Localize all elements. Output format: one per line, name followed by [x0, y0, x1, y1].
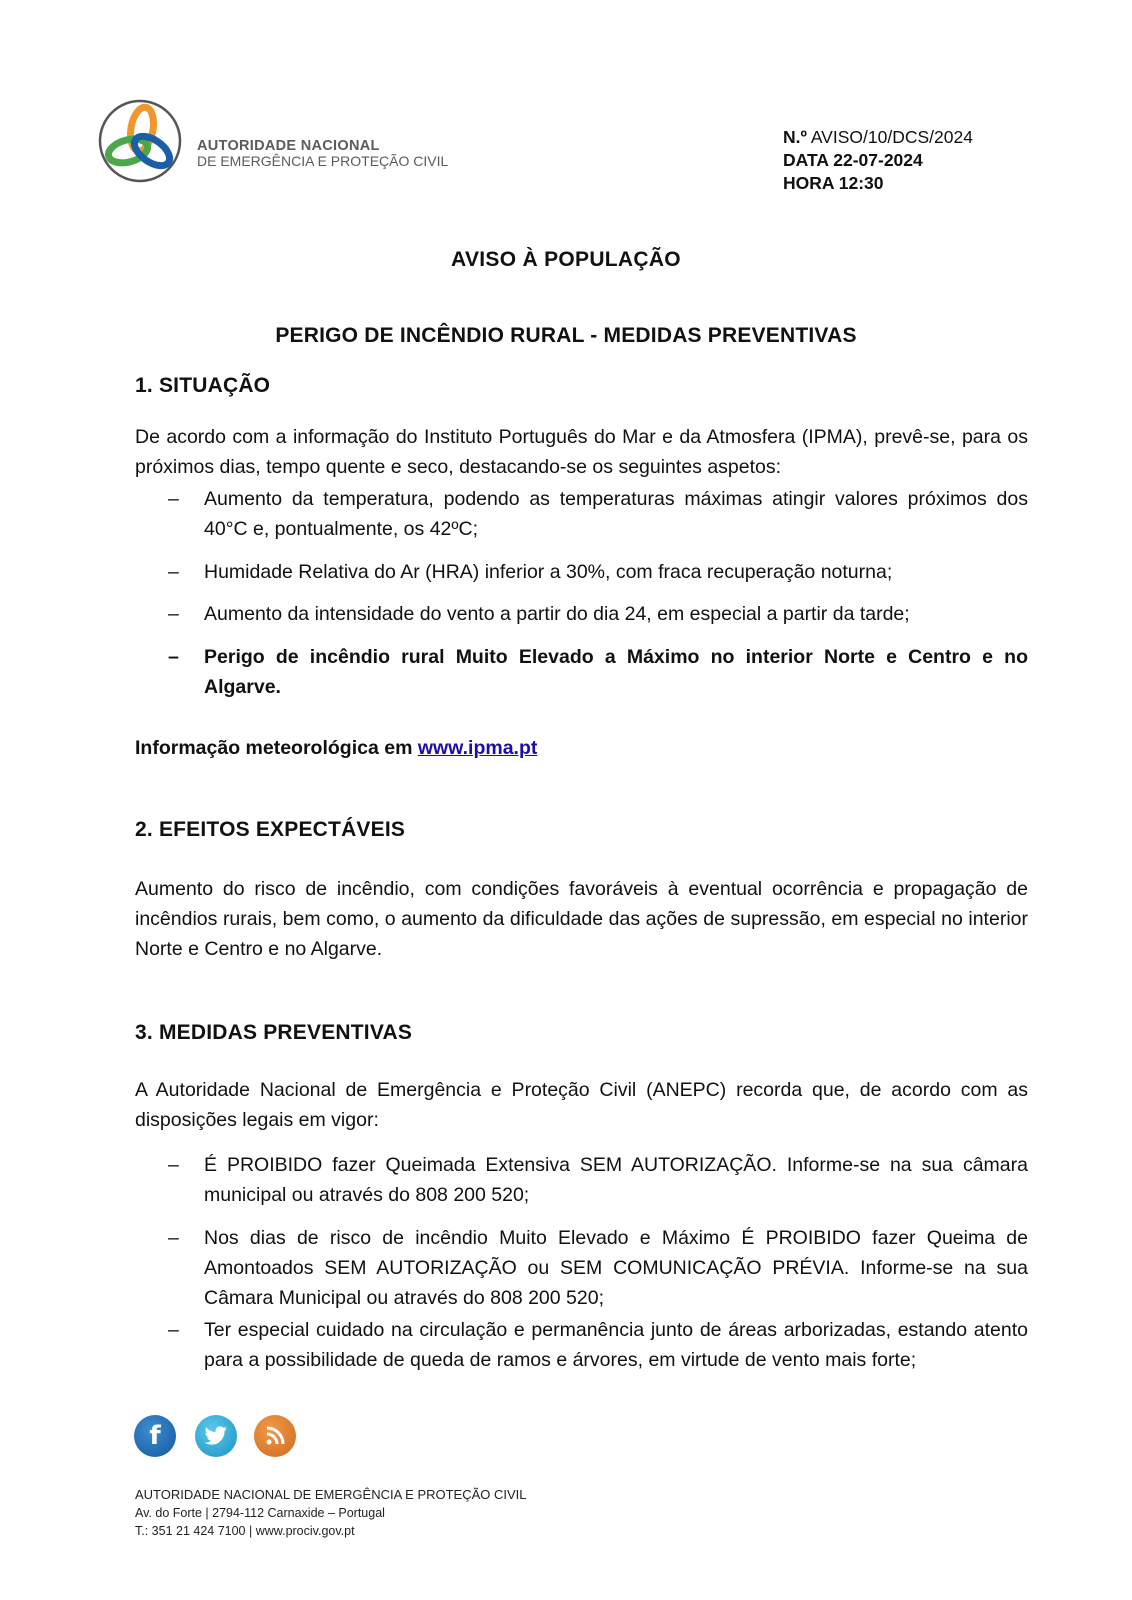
list-item-highlight: – Perigo de incêndio rural Muito Elevado a Máximo no interior Norte e Centro e no Algarve. [168, 646, 1028, 698]
notice-reference [783, 126, 973, 195]
footer-org: AUTORIDADE NACIONAL DE EMERGÊNCIA E PROTEÇÃO CIVIL [135, 1487, 527, 1502]
org-name-line2: DE EMERGÊNCIA E PROTEÇÃO CIVIL [197, 153, 449, 169]
list-item: – Aumento da intensidade do vento a partir do dia 24, em especial a partir da tarde; [168, 603, 910, 625]
rss-icon[interactable] [254, 1415, 296, 1457]
list-item: – É PROIBIDO fazer Queimada Extensiva SEM AUTORIZAÇÃO. Informe-se na sua câmara municipal ou através do 808 200 520; [168, 1154, 1028, 1206]
facebook-icon[interactable]: f [134, 1415, 176, 1457]
weather-info-line: Informação meteorológica em www.ipma.pt [135, 737, 538, 759]
footer-address: Av. do Forte | 2794-112 Carnaxide – Portugal [135, 1506, 385, 1520]
org-name [197, 139, 448, 169]
section-heading-situacao: 1. SITUAÇÃO [135, 374, 271, 397]
section-efeitos-body: Aumento do risco de incêndio, com condições favoráveis à eventual ocorrência e propagação de incêndios rurais, bem como, o aumento da dificuldade das ações de supressão, em especial no interior Norte e Centro e no Algarve. [135, 878, 1028, 960]
list-item: – Ter especial cuidado na circulação e permanência junto de áreas arborizadas, estando atento para a possibilidade de queda de ramos e árvores, em virtude de vento mais forte; [168, 1319, 1028, 1371]
notice-date: DATA 22-07-2024 [783, 150, 923, 170]
page-title: AVISO À POPULAÇÃO [451, 248, 681, 271]
notice-number: N.º AVISO/10/DCS/2024 [783, 127, 973, 147]
list-item: – Nos dias de risco de incêndio Muito Elevado e Máximo É PROIBIDO fazer Queima de Amontoados SEM AUTORIZAÇÃO ou SEM COMUNICAÇÃO PRÉVIA. Informe-se na sua Câmara Municipal ou através do 808 200 520; [168, 1227, 1028, 1309]
ipma-link[interactable]: www.ipma.pt [417, 737, 538, 759]
section-heading-medidas: 3. MEDIDAS PREVENTIVAS [135, 1021, 413, 1044]
rss-feed-icon [265, 1426, 285, 1446]
twitter-icon[interactable] [195, 1415, 237, 1457]
page-subtitle: PERIGO DE INCÊNDIO RURAL - MEDIDAS PREVENTIVAS [275, 324, 857, 347]
footer-contact: T.: 351 21 424 7100 | www.prociv.gov.pt [135, 1524, 355, 1538]
anepc-logo [98, 99, 182, 183]
notice-time: HORA 12:30 [783, 173, 884, 193]
org-name-line1: AUTORIDADE NACIONAL [197, 138, 380, 154]
twitter-bird-icon [204, 1426, 228, 1446]
section-situacao-intro: De acordo com a informação do Instituto Português do Mar e da Atmosfera (IPMA), prevê-se, para os próximos dias, tempo quente e seco, destacando-se os seguintes aspetos: [135, 426, 1028, 478]
list-item: – Humidade Relativa do Ar (HRA) inferior a 30%, com fraca recuperação noturna; [168, 561, 893, 583]
section-heading-efeitos: 2. EFEITOS EXPECTÁVEIS [135, 818, 406, 841]
list-item: – Aumento da temperatura, podendo as temperaturas máximas atingir valores próximos dos 40°C e, pontualmente, os 42ºC; [168, 488, 1028, 540]
logo-emblem-icon [98, 99, 182, 183]
section-medidas-intro: A Autoridade Nacional de Emergência e Proteção Civil (ANEPC) recorda que, de acordo com as disposições legais em vigor: [135, 1079, 1028, 1131]
footer [135, 1486, 527, 1540]
